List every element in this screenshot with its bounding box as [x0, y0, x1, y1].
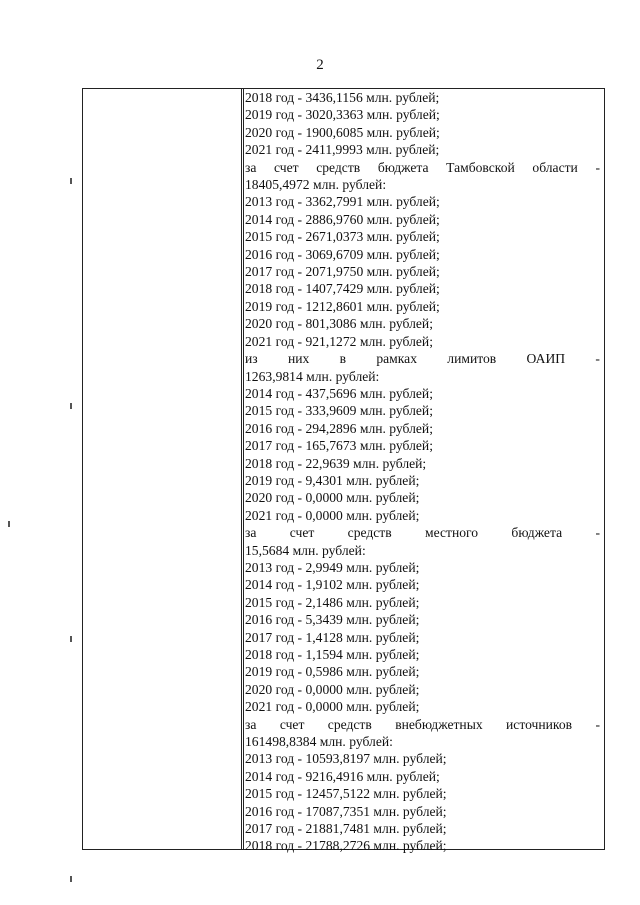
funding-line: 2015 год - 2671,0373 млн. рублей;: [245, 229, 440, 245]
funding-line: 2020 год - 0,0000 млн. рублей;: [245, 681, 420, 697]
heading-word: -: [595, 525, 600, 541]
heading-word: области: [532, 159, 578, 175]
funding-line: 15,5684 млн. рублей:: [245, 542, 366, 558]
heading-word: рамках: [376, 351, 417, 367]
funding-line: 2013 год - 2,9949 млн. рублей;: [245, 559, 420, 575]
funding-line: 2013 год - 10593,8197 млн. рублей;: [245, 751, 447, 767]
funding-line: 2021 год - 2411,9993 млн. рублей;: [245, 142, 440, 158]
funding-line: 2019 год - 0,5986 млн. рублей;: [245, 664, 420, 680]
funding-line: 2013 год - 3362,7991 млн. рублей;: [245, 194, 440, 210]
funding-line: 2017 год - 1,4128 млн. рублей;: [245, 629, 420, 645]
funding-line: 2017 год - 21881,7481 млн. рублей;: [245, 821, 447, 837]
funding-line: 2014 год - 2886,9760 млн. рублей;: [245, 211, 440, 227]
funding-line: 2016 год - 5,3439 млн. рублей;: [245, 612, 420, 628]
heading-word: них: [287, 351, 310, 367]
funding-line: 2020 год - 1900,6085 млн. рублей;: [245, 124, 440, 140]
funding-table: [82, 88, 605, 854]
heading-word: местного: [425, 525, 479, 541]
funding-source-heading: [245, 159, 600, 176]
heading-word: -: [595, 716, 600, 732]
scan-margin-mark: [8, 521, 10, 527]
funding-line: 2019 год - 3020,3363 млн. рублей;: [245, 107, 440, 123]
funding-line: 2021 год - 0,0000 млн. рублей;: [245, 507, 420, 523]
scan-margin-mark: [70, 876, 72, 882]
funding-source-heading: [245, 350, 600, 367]
funding-source-heading: [245, 524, 600, 541]
heading-word: за: [245, 716, 257, 732]
funding-line: 2018 год - 22,9639 млн. рублей;: [245, 455, 427, 471]
funding-line: 2014 год - 9216,4916 млн. рублей;: [245, 768, 440, 784]
column-divider: [241, 88, 242, 850]
heading-word: -: [595, 159, 600, 175]
funding-line: 1263,9814 млн. рублей:: [245, 368, 380, 384]
funding-line: 161498,8384 млн. рублей:: [245, 734, 393, 750]
scan-margin-mark: [70, 636, 72, 642]
heading-word: счет: [289, 525, 315, 541]
heading-word: средств: [316, 159, 361, 175]
funding-line: 2018 год - 1,1594 млн. рублей;: [245, 647, 420, 662]
funding-line: 2018 год - 3436,1156 млн. рублей;: [245, 90, 440, 105]
heading-word: счет: [274, 159, 299, 175]
funding-line: 2021 год - 0,0000 млн. рублей;: [245, 699, 420, 715]
funding-line: 2019 год - 9,4301 млн. рублей;: [245, 472, 420, 488]
heading-word: за: [245, 159, 257, 175]
funding-source-heading: [245, 716, 600, 733]
heading-word: в: [339, 351, 347, 367]
funding-line: 2018 год - 21788,2726 млн. рублей;: [245, 838, 447, 854]
heading-word: -: [595, 351, 600, 367]
heading-word: из: [245, 351, 258, 367]
scan-margin-mark: [70, 403, 72, 409]
heading-word: источников: [506, 716, 573, 732]
funding-line: 2020 год - 0,0000 млн. рублей;: [245, 490, 420, 506]
heading-word: средств: [347, 525, 392, 541]
funding-line: 2018 год - 1407,7429 млн. рублей;: [245, 281, 440, 297]
funding-line: 2016 год - 294,2896 млн. рублей;: [245, 420, 433, 436]
page-number: 2: [316, 57, 324, 73]
scan-margin-mark: [70, 178, 72, 184]
heading-word: Тамбовской: [446, 159, 515, 175]
funding-line: 2017 год - 165,7673 млн. рублей;: [245, 438, 433, 454]
funding-line: 2015 год - 2,1486 млн. рублей;: [245, 594, 420, 610]
funding-line: 2016 год - 3069,6709 млн. рублей;: [245, 246, 440, 262]
funding-line: 2020 год - 801,3086 млн. рублей;: [245, 316, 433, 332]
funding-line: 2021 год - 921,1272 млн. рублей;: [245, 333, 433, 349]
funding-line: 2014 год - 437,5696 млн. рублей;: [245, 385, 433, 401]
funding-text: [245, 89, 600, 855]
heading-word: за: [245, 525, 257, 541]
heading-word: бюджета: [377, 159, 429, 175]
funding-line: 2015 год - 333,9609 млн. рублей;: [245, 403, 433, 419]
heading-word: счет: [279, 716, 305, 732]
funding-line: 2019 год - 1212,8601 млн. рублей;: [245, 298, 440, 314]
heading-word: ОАИП: [526, 351, 566, 367]
column-divider-inner: [243, 88, 244, 850]
heading-word: лимитов: [447, 351, 497, 367]
funding-line: 2015 год - 12457,5122 млн. рублей;: [245, 786, 447, 802]
funding-line: 2016 год - 17087,7351 млн. рублей;: [245, 803, 447, 819]
heading-word: внебюджетных: [395, 716, 483, 732]
heading-word: средств: [327, 716, 372, 732]
funding-line: 2017 год - 2071,9750 млн. рублей;: [245, 264, 440, 280]
heading-word: бюджета: [511, 525, 563, 541]
funding-line: 18405,4972 млн. рублей:: [245, 177, 387, 193]
funding-line: 2014 год - 1,9102 млн. рублей;: [245, 577, 420, 593]
